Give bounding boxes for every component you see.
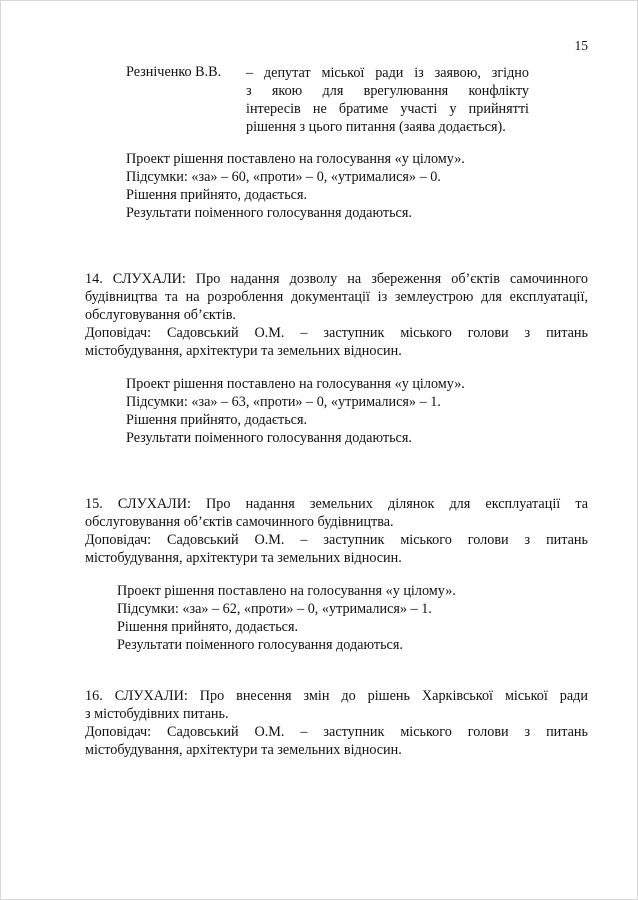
vote-results: Підсумки: «за» – 62, «проти» – 0, «утрималися» – 1. [117, 601, 432, 617]
vote-proposal: Проект рішення поставлено на голосування «у цілому». [117, 583, 456, 599]
deputy-line: з якою для врегулювання конфлікту [246, 83, 529, 99]
vote-block-2 [126, 375, 465, 447]
deputy-name: Резніченко В.В. [126, 64, 222, 80]
vote-roll-call: Результати поіменного голосування додаються. [117, 637, 403, 653]
speaker-line: Доповідач: Садовський О.М. – заступник міського голови з питань [85, 532, 588, 548]
deputy-line: рішення з цього питання (заява додається). [246, 119, 506, 135]
vote-block-3 [117, 582, 456, 654]
item-line: з містобудівних питань. [85, 706, 229, 722]
item-line: 16. СЛУХАЛИ: Про внесення змін до рішень Харківської міської ради [85, 688, 588, 704]
item-line: обслуговування об’єктів самочинного будівництва. [85, 514, 394, 530]
item-line: обслуговування об’єктів. [85, 307, 236, 323]
vote-proposal: Проект рішення поставлено на голосування «у цілому». [126, 376, 465, 392]
deputy-line: – депутат міської ради із заявою, згідно [246, 65, 529, 81]
agenda-item-14 [85, 270, 588, 360]
vote-results: Підсумки: «за» – 60, «проти» – 0, «утрималися» – 0. [126, 169, 441, 185]
deputy-line: інтересів не братиме участі у прийнятті [246, 101, 529, 117]
vote-roll-call: Результати поіменного голосування додаються. [126, 205, 412, 221]
speaker-line: містобудування, архітектури та земельних відносин. [85, 343, 402, 359]
vote-decision: Рішення прийнято, додається. [126, 412, 308, 428]
item-line: 15. СЛУХАЛИ: Про надання земельних ділянок для експлуатації та [85, 496, 588, 512]
vote-roll-call: Результати поіменного голосування додаються. [126, 430, 412, 446]
speaker-line: Доповідач: Садовський О.М. – заступник міського голови з питань [85, 724, 588, 740]
agenda-item-15 [85, 495, 588, 567]
vote-block-1 [126, 150, 465, 222]
vote-decision: Рішення прийнято, додається. [117, 619, 299, 635]
vote-decision: Рішення прийнято, додається. [126, 187, 308, 203]
item-line: будівництва та на розроблення документації із землеустрою для експлуатації, [85, 289, 588, 305]
vote-results: Підсумки: «за» – 63, «проти» – 0, «утрималися» – 1. [126, 394, 441, 410]
deputy-statement [246, 64, 529, 136]
vote-proposal: Проект рішення поставлено на голосування «у цілому». [126, 151, 465, 167]
speaker-line: Доповідач: Садовський О.М. – заступник міського голови з питань [85, 325, 588, 341]
speaker-line: містобудування, архітектури та земельних відносин. [85, 550, 402, 566]
page-number: 15 [574, 38, 588, 53]
speaker-line: містобудування, архітектури та земельних відносин. [85, 742, 402, 758]
item-line: 14. СЛУХАЛИ: Про надання дозволу на збереження об’єктів самочинного [85, 271, 588, 287]
agenda-item-16 [85, 687, 588, 759]
